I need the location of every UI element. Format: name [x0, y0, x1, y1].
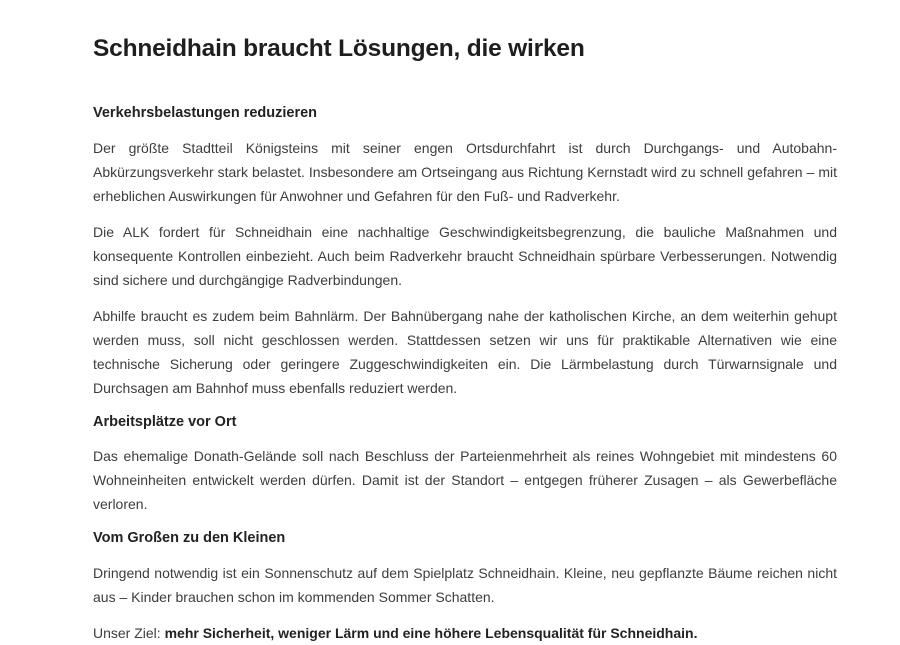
section-verkehrsbelastungen [93, 105, 837, 399]
paragraph-geschwindigkeitsbegrenzung: Die ALK fordert für Schneidhain eine nachhaltige Geschwindigkeitsbegrenzung, die bauliche Maßnahmen und konsequente Kontrollen einbezieht. Auch beim Radverkehr braucht Schneidhain spürbare Verbesserungen. Notwendig sind sichere und durchgängige Radverbindungen. [93, 223, 837, 288]
closing-prefix: Unser Ziel: [93, 624, 165, 641]
paragraph-sonnenschutz: Dringend notwendig ist ein Sonnenschutz auf dem Spielplatz Schneidhain. Kleine, neu gepflanzte Bäume reichen nicht aus – Kinder brauchen schon im kommenden Sommer Schatten. [93, 564, 837, 605]
closing-bold-text: mehr Sicherheit, weniger Lärm und eine höhere Lebensqualität für Schneidhain. [164, 624, 698, 641]
section-heading-arbeitsplaetze: Arbeitsplätze vor Ort [93, 413, 237, 430]
section-heading-vom-grossen-zu-den-kleinen: Vom Großen zu den Kleinen [93, 530, 286, 547]
section-vom-grossen-zu-den-kleinen [93, 530, 837, 608]
closing-statement [93, 621, 837, 645]
paragraph-ortsdurchfahrt: Der größte Stadtteil Königsteins mit seiner engen Ortsdurchfahrt ist durch Durchgangs- und Autobahn-Abkürzungsverkehr stark belastet. Insbesondere am Ortseingang aus Richtung Kernstadt wird zu schnell gefahren – mit erheblichen Auswirkungen für Anwohner und Gefahren für den Fuß- und Radverkehr. [93, 139, 837, 204]
section-arbeitsplaetze [93, 414, 837, 516]
page-title: Schneidhain braucht Lösungen, die wirken [93, 35, 585, 62]
paragraph-donath-gelaende: Das ehemalige Donath-Gelände soll nach Beschluss der Parteienmehrheit als reines Wohngebiet mit mindestens 60 Wohneinheiten entwickelt werden dürfen. Damit ist der Standort – entgegen früherer Zusagen – als Gewerbefläche verloren. [93, 448, 837, 513]
section-heading-verkehrsbelastungen: Verkehrsbelastungen reduzieren [93, 105, 318, 122]
paragraph-bahnlaerm: Abhilfe braucht es zudem beim Bahnlärm. Der Bahnübergang nahe der katholischen Kirche, an dem weiterhin gehupt werden muss, soll nicht geschlossen werden. Stattdessen setzen wir uns für praktikable Alternativen wie eine technische Sicherung oder geringere Zuggeschwindigkeiten ein. Die Lärmbelastung durch Türwarnsignale und Durchsagen am Bahnhof muss ebenfalls reduziert werden. [93, 307, 837, 396]
